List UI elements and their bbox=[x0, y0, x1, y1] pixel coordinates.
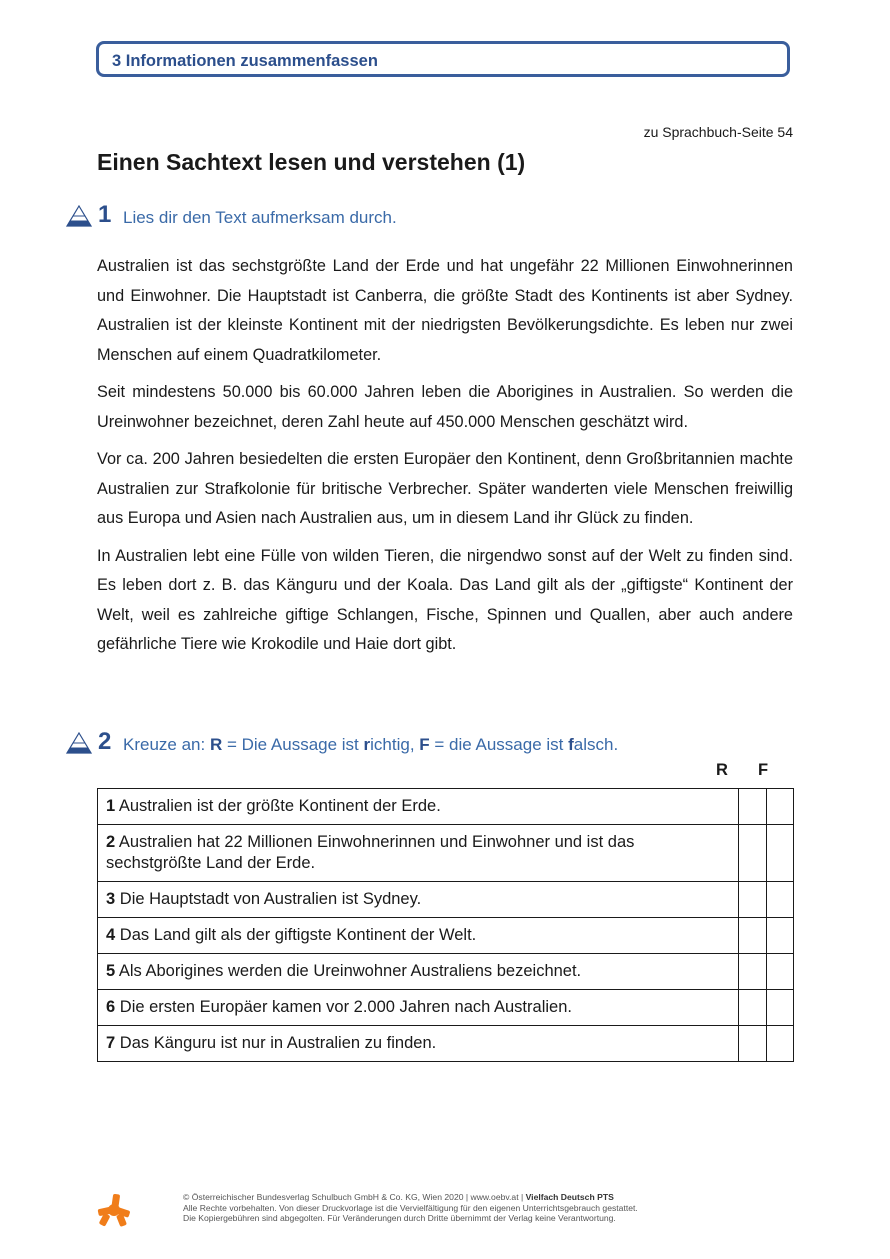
statement-number: 3 bbox=[106, 890, 116, 908]
checkbox-f[interactable] bbox=[766, 825, 793, 882]
table-row bbox=[98, 918, 794, 954]
table-row bbox=[98, 990, 794, 1026]
publisher-logo-icon bbox=[96, 1192, 132, 1228]
task-instruction: Lies dir den Text aufmerksam durch. bbox=[123, 208, 397, 227]
statement-text: Australien ist der größte Kontinent der Erde. bbox=[118, 797, 441, 815]
triangle-level-icon bbox=[66, 205, 92, 227]
table-row bbox=[98, 825, 794, 882]
statement-text: Die Hauptstadt von Australien ist Sydney. bbox=[119, 890, 422, 908]
statement-number: 2 bbox=[106, 833, 116, 851]
checkbox-f[interactable] bbox=[766, 990, 793, 1026]
statement-number: 1 bbox=[106, 797, 116, 815]
statement-text: Als Aborigines werden die Ureinwohner Australiens bezeichnet. bbox=[118, 962, 582, 980]
statement-text: Australien hat 22 Millionen Einwohnerinnen und Einwohner und ist das sechstgrößte Land der Erde. bbox=[106, 833, 635, 872]
checkbox-r[interactable] bbox=[739, 1026, 766, 1062]
footer-copyright: © Österreichischer Bundesverlag Schulbuch GmbH & Co. KG, Wien 2020 | www.oebv.at | Vielfach Deutsch PTS Alle Rechte vorbehalten. Von dieser Druckvorlage ist die Vervielfältigung für den eigenen Unterrichtsgebrauch gestattet. Die Kopiergebühren sind abgegolten. Für Veränderungen durch Dritte übernimmt der Verlag keine Verantwortung. bbox=[183, 1192, 638, 1223]
statement-text: Das Känguru ist nur in Australien zu finden. bbox=[119, 1034, 437, 1052]
checkbox-f[interactable] bbox=[766, 954, 793, 990]
statement-cell bbox=[98, 918, 739, 954]
page-reference: zu Sprachbuch-Seite 54 bbox=[643, 124, 793, 140]
task-number: 1 bbox=[98, 201, 112, 228]
statement-cell bbox=[98, 954, 739, 990]
statement-number: 6 bbox=[106, 998, 116, 1016]
checkbox-r[interactable] bbox=[739, 825, 766, 882]
chapter-header bbox=[96, 41, 790, 77]
statement-number: 4 bbox=[106, 926, 116, 944]
column-header-r: R bbox=[716, 761, 728, 779]
statement-text: Das Land gilt als der giftigste Kontinent der Welt. bbox=[119, 926, 477, 944]
table-row bbox=[98, 1026, 794, 1062]
statement-text: Die ersten Europäer kamen vor 2.000 Jahren nach Australien. bbox=[119, 998, 572, 1016]
statement-number: 5 bbox=[106, 962, 116, 980]
paragraph: In Australien lebt eine Fülle von wilden Tieren, die nirgendwo sonst auf der Welt zu finden sind. Es leben dort z. B. das Känguru und der Koala. Das Land gilt als der „giftigste“ Kontinent der Welt, weil es zahlreiche giftige Schlangen, Fische, Spinnen und Quallen, aber auch andere gefährliche Tiere wie Krokodile und Haie dort gibt. bbox=[97, 546, 793, 653]
page-title: Einen Sachtext lesen und verstehen (1) bbox=[97, 149, 526, 175]
statement-cell bbox=[98, 1026, 739, 1062]
task-instruction: Kreuze an: R = Die Aussage ist richtig, F = die Aussage ist falsch. bbox=[123, 735, 619, 754]
paragraph: Australien ist das sechstgrößte Land der Erde und hat ungefähr 22 Millionen Einwohnerinnen und Einwohner. Die Hauptstadt ist Canberra, die größte Stadt des Kontinents ist aber Sydney. Australien ist der kleinste Kontinent mit der niedrigsten Bevölkerungsdichte. Es leben nur zwei Menschen auf einem Quadratkilometer. bbox=[97, 257, 793, 364]
statement-cell bbox=[98, 990, 739, 1026]
paragraph: Seit mindestens 50.000 bis 60.000 Jahren leben die Aborigines in Australien. So werden die Ureinwohner bezeichnet, deren Zahl heute auf 450.000 Menschen geschätzt wird. bbox=[97, 383, 793, 431]
checkbox-f[interactable] bbox=[766, 882, 793, 918]
table-row bbox=[98, 789, 794, 825]
table-row bbox=[98, 882, 794, 918]
statement-cell bbox=[98, 882, 739, 918]
checkbox-f[interactable] bbox=[766, 789, 793, 825]
chapter-title: 3 Informationen zusammenfassen bbox=[112, 52, 378, 70]
paragraph: Vor ca. 200 Jahren besiedelten die ersten Europäer den Kontinent, denn Großbritannien machte Australien zur Strafkolonie für britische Verbrecher. Später wanderten viele Menschen freiwillig aus Europa und Asien nach Australien aus, um in diesem Land ihr Glück zu finden. bbox=[97, 450, 793, 527]
triangle-level-icon bbox=[66, 732, 92, 754]
statement-table bbox=[97, 788, 794, 1062]
checkbox-r[interactable] bbox=[739, 990, 766, 1026]
column-header-f: F bbox=[758, 761, 769, 779]
checkbox-r[interactable] bbox=[739, 882, 766, 918]
reading-text bbox=[97, 252, 793, 668]
statement-cell bbox=[98, 789, 739, 825]
task-number: 2 bbox=[98, 728, 112, 755]
checkbox-f[interactable] bbox=[766, 918, 793, 954]
task-1 bbox=[66, 203, 806, 233]
checkbox-r[interactable] bbox=[739, 789, 766, 825]
checkbox-r[interactable] bbox=[739, 954, 766, 990]
task-2 bbox=[66, 730, 806, 760]
table-row bbox=[98, 954, 794, 990]
statement-number: 7 bbox=[106, 1034, 116, 1052]
statement-cell bbox=[98, 825, 739, 882]
checkbox-r[interactable] bbox=[739, 918, 766, 954]
checkbox-f[interactable] bbox=[766, 1026, 793, 1062]
